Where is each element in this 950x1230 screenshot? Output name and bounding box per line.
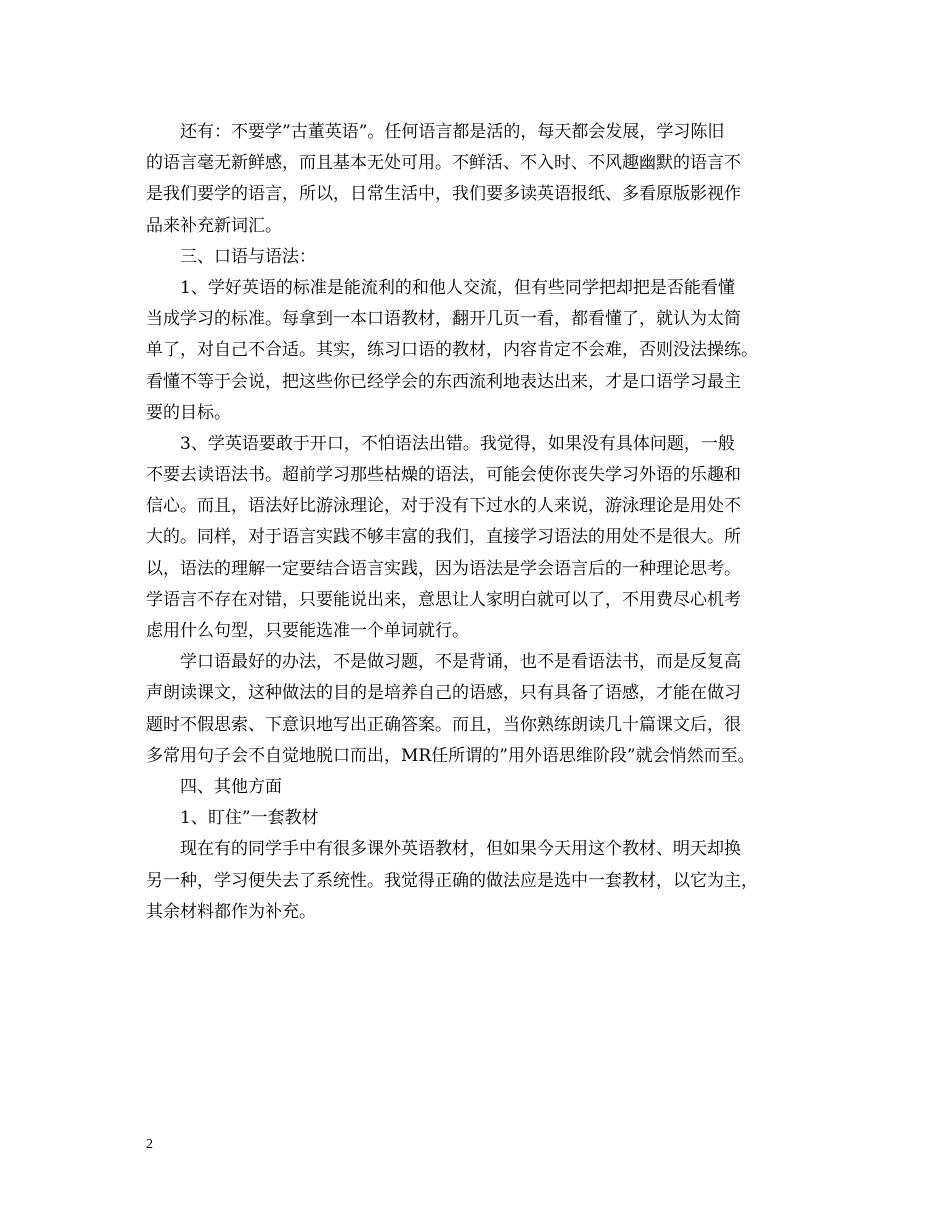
text-line: 题时不假思索、下意识地写出正确答案。而且，当你熟练朗读几十篇课文后，很 bbox=[146, 714, 741, 735]
text-line: 学口语最好的办法，不是做习题，不是背诵，也不是看语法书，而是反复高 bbox=[180, 652, 741, 673]
text-line: 单了，对自己不合适。其实，练习口语的教材，内容肯定不会难，否则没法操练。 bbox=[146, 340, 758, 361]
text-line: 学语言不存在对错，只要能说出来，意思让人家明白就可以了，不用费尽心机考 bbox=[146, 589, 741, 610]
subsection-heading: 1、盯住”一套教材 bbox=[180, 808, 319, 829]
text-line: 信心。而且，语法好比游泳理论，对于没有下过水的人来说，游泳理论是用处不 bbox=[146, 496, 741, 517]
text-line: 是我们要学的语言，所以，日常生活中，我们要多读英语报纸、多看原版影视作 bbox=[146, 184, 741, 205]
body-text bbox=[146, 117, 811, 928]
text-line: 还有：不要学”古董英语”。任何语言都是活的，每天都会发展，学习陈旧 bbox=[180, 122, 725, 142]
text-line: 品来补充新词汇。 bbox=[146, 215, 282, 236]
text-line: 要的目标。 bbox=[146, 402, 231, 423]
text-line: 当成学习的标准。每拿到一本口语教材，翻开几页一看，都看懂了，就认为太简 bbox=[146, 309, 741, 330]
text-line: 多常用句子会不自觉地脱口而出，MR任所谓的”用外语思维阶段”就会悄然而至。 bbox=[146, 745, 755, 766]
text-line: 1、学好英语的标准是能流利的和他人交流，但有些同学把却把是否能看懂 bbox=[180, 277, 735, 298]
text-line: 虑用什么句型，只要能选准一个单词就行。 bbox=[146, 621, 469, 641]
text-line: 声朗读课文，这种做法的目的是培养自己的语感，只有具备了语感，才能在做习 bbox=[146, 683, 741, 704]
text-line: 另一种，学习便失去了系统性。我觉得正确的做法应是选中一套教材，以它为主， bbox=[146, 870, 758, 891]
text-line: 3、学英语要敢于开口，不怕语法出错。我觉得，如果没有具体问题，一般 bbox=[180, 433, 735, 454]
text-line: 的语言毫无新鲜感，而且基本无处可用。不鲜活、不入时、不风趣幽默的语言不 bbox=[146, 153, 741, 174]
section-heading: 四、其他方面 bbox=[180, 776, 282, 797]
text-line: 现在有的同学手中有很多课外英语教材，但如果今天用这个教材、明天却换 bbox=[180, 839, 741, 860]
page-number: 2 bbox=[146, 1137, 153, 1152]
text-line: 其余材料都作为补充。 bbox=[146, 901, 316, 922]
text-line: 大的。同样，对于语言实践不够丰富的我们，直接学习语法的用处不是很大。所 bbox=[146, 527, 741, 548]
text-line: 看懂不等于会说，把这些你已经学会的东西流利地表达出来，才是口语学习最主 bbox=[146, 371, 741, 392]
text-line: 以，语法的理解一定要结合语言实践，因为语法是学会语言后的一种理论思考。 bbox=[146, 558, 741, 579]
section-heading: 三、口语与语法： bbox=[180, 246, 316, 267]
text-line: 不要去读语法书。超前学习那些枯燥的语法，可能会使你丧失学习外语的乐趣和 bbox=[146, 465, 741, 486]
